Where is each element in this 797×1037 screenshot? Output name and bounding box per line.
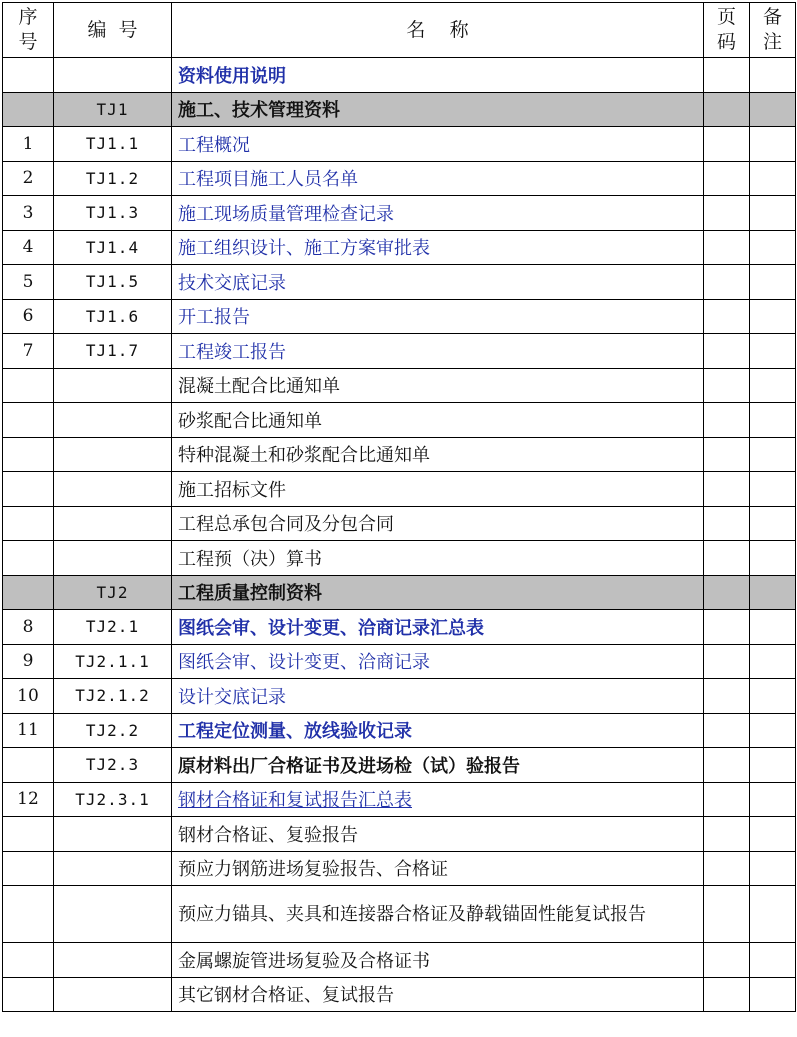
row-page: [704, 851, 750, 886]
row-seq: 6: [3, 299, 54, 334]
row-name: 原材料出厂合格证书及进场检（试）验报告: [172, 748, 704, 783]
row-name: 工程总承包合同及分包合同: [172, 506, 704, 541]
table-row: [3, 127, 796, 162]
row-name: 施工组织设计、施工方案审批表: [172, 230, 704, 265]
table-row: [3, 58, 796, 93]
row-note: [750, 679, 796, 714]
table-row: [3, 403, 796, 438]
header-seq: 序号: [3, 3, 54, 58]
row-seq: [3, 403, 54, 438]
row-code: [54, 886, 172, 943]
row-name: 砂浆配合比通知单: [172, 403, 704, 438]
row-note: [750, 403, 796, 438]
row-page: [704, 403, 750, 438]
table-row: [3, 541, 796, 576]
row-seq: [3, 92, 54, 127]
row-seq: [3, 506, 54, 541]
row-name: 钢材合格证、复验报告: [172, 817, 704, 852]
row-note: [750, 230, 796, 265]
row-code: TJ1: [54, 92, 172, 127]
row-page: [704, 437, 750, 472]
row-page: [704, 817, 750, 852]
row-code: TJ2.1.2: [54, 679, 172, 714]
row-page: [704, 679, 750, 714]
row-code: [54, 437, 172, 472]
table-row: [3, 748, 796, 783]
row-seq: [3, 368, 54, 403]
header-note: 备注: [750, 3, 796, 58]
row-seq: [3, 541, 54, 576]
table-row: [3, 679, 796, 714]
row-seq: 9: [3, 644, 54, 679]
section-row: [3, 92, 796, 127]
row-code: [54, 851, 172, 886]
row-note: [750, 127, 796, 162]
row-seq: 3: [3, 196, 54, 231]
row-name: 施工、技术管理资料: [172, 92, 704, 127]
row-note: [750, 851, 796, 886]
row-code: TJ2.2: [54, 713, 172, 748]
table-row: [3, 265, 796, 300]
row-page: [704, 644, 750, 679]
row-name: 工程定位测量、放线验收记录: [172, 713, 704, 748]
row-name: 钢材合格证和复试报告汇总表: [172, 782, 704, 817]
row-page: [704, 92, 750, 127]
header-row: [3, 3, 796, 58]
row-note: [750, 575, 796, 610]
table-row: [3, 299, 796, 334]
row-page: [704, 506, 750, 541]
table-row: [3, 437, 796, 472]
row-page: [704, 886, 750, 943]
row-code: TJ1.5: [54, 265, 172, 300]
row-seq: 5: [3, 265, 54, 300]
row-name: 设计交底记录: [172, 679, 704, 714]
table-row: [3, 161, 796, 196]
row-note: [750, 92, 796, 127]
row-seq: 1: [3, 127, 54, 162]
row-page: [704, 230, 750, 265]
row-page: [704, 943, 750, 978]
row-seq: 11: [3, 713, 54, 748]
row-page: [704, 748, 750, 783]
row-note: [750, 644, 796, 679]
row-note: [750, 886, 796, 943]
table-row: [3, 196, 796, 231]
row-page: [704, 575, 750, 610]
row-page: [704, 334, 750, 369]
row-note: [750, 368, 796, 403]
row-note: [750, 782, 796, 817]
header-name: 名 称: [172, 3, 704, 58]
row-name: 施工现场质量管理检查记录: [172, 196, 704, 231]
row-page: [704, 196, 750, 231]
row-name: 特种混凝土和砂浆配合比通知单: [172, 437, 704, 472]
table-row: [3, 610, 796, 645]
row-code: [54, 541, 172, 576]
row-seq: 7: [3, 334, 54, 369]
row-seq: 10: [3, 679, 54, 714]
row-name: 混凝土配合比通知单: [172, 368, 704, 403]
row-page: [704, 977, 750, 1012]
row-code: TJ1.2: [54, 161, 172, 196]
row-name: 金属螺旋管进场复验及合格证书: [172, 943, 704, 978]
row-seq: 4: [3, 230, 54, 265]
row-seq: [3, 817, 54, 852]
row-seq: [3, 943, 54, 978]
row-code: TJ2.1.1: [54, 644, 172, 679]
row-note: [750, 610, 796, 645]
row-code: [54, 58, 172, 93]
row-page: [704, 472, 750, 507]
row-name: 开工报告: [172, 299, 704, 334]
row-page: [704, 58, 750, 93]
table-row: [3, 230, 796, 265]
row-note: [750, 334, 796, 369]
row-seq: [3, 851, 54, 886]
row-note: [750, 748, 796, 783]
row-note: [750, 299, 796, 334]
row-name: 工程概况: [172, 127, 704, 162]
row-seq: [3, 575, 54, 610]
document-index-table: [2, 2, 796, 1012]
table-row: [3, 644, 796, 679]
row-name: 预应力钢筋进场复验报告、合格证: [172, 851, 704, 886]
row-code: TJ1.1: [54, 127, 172, 162]
row-seq: [3, 748, 54, 783]
row-page: [704, 299, 750, 334]
row-note: [750, 196, 796, 231]
row-name: 资料使用说明: [172, 58, 704, 93]
row-note: [750, 541, 796, 576]
table-row: [3, 977, 796, 1012]
row-code: TJ1.6: [54, 299, 172, 334]
row-page: [704, 127, 750, 162]
row-code: TJ1.4: [54, 230, 172, 265]
row-name: 预应力锚具、夹具和连接器合格证及静载锚固性能复试报告: [172, 886, 704, 943]
row-note: [750, 472, 796, 507]
row-note: [750, 817, 796, 852]
row-seq: [3, 977, 54, 1012]
row-page: [704, 265, 750, 300]
row-code: TJ2.1: [54, 610, 172, 645]
row-code: TJ1.3: [54, 196, 172, 231]
row-page: [704, 368, 750, 403]
table-row: [3, 506, 796, 541]
row-page: [704, 610, 750, 645]
row-note: [750, 506, 796, 541]
table-row: [3, 782, 796, 817]
row-seq: [3, 472, 54, 507]
row-seq: 8: [3, 610, 54, 645]
row-page: [704, 541, 750, 576]
row-seq: 12: [3, 782, 54, 817]
row-code: [54, 368, 172, 403]
row-seq: [3, 58, 54, 93]
table-row: [3, 886, 796, 943]
row-note: [750, 161, 796, 196]
row-note: [750, 943, 796, 978]
table-row: [3, 472, 796, 507]
header-code: 编 号: [54, 3, 172, 58]
row-code: [54, 817, 172, 852]
header-page: 页码: [704, 3, 750, 58]
table-row: [3, 851, 796, 886]
row-note: [750, 713, 796, 748]
row-name: 施工招标文件: [172, 472, 704, 507]
table-row: [3, 713, 796, 748]
row-name: 图纸会审、设计变更、洽商记录: [172, 644, 704, 679]
row-name: 工程质量控制资料: [172, 575, 704, 610]
row-code: [54, 506, 172, 541]
row-seq: [3, 437, 54, 472]
table-row: [3, 817, 796, 852]
row-seq: 2: [3, 161, 54, 196]
row-name: 工程预（决）算书: [172, 541, 704, 576]
section-row: [3, 575, 796, 610]
row-code: [54, 977, 172, 1012]
row-code: TJ2: [54, 575, 172, 610]
row-note: [750, 977, 796, 1012]
row-code: [54, 403, 172, 438]
row-note: [750, 58, 796, 93]
row-name: 技术交底记录: [172, 265, 704, 300]
row-code: TJ1.7: [54, 334, 172, 369]
row-code: TJ2.3: [54, 748, 172, 783]
row-code: TJ2.3.1: [54, 782, 172, 817]
table-row: [3, 368, 796, 403]
row-seq: [3, 886, 54, 943]
row-code: [54, 943, 172, 978]
table-row: [3, 334, 796, 369]
row-page: [704, 713, 750, 748]
row-note: [750, 437, 796, 472]
row-name: 工程项目施工人员名单: [172, 161, 704, 196]
row-page: [704, 161, 750, 196]
row-code: [54, 472, 172, 507]
row-note: [750, 265, 796, 300]
row-name: 其它钢材合格证、复试报告: [172, 977, 704, 1012]
row-page: [704, 782, 750, 817]
table-row: [3, 943, 796, 978]
row-name: 工程竣工报告: [172, 334, 704, 369]
row-name: 图纸会审、设计变更、洽商记录汇总表: [172, 610, 704, 645]
